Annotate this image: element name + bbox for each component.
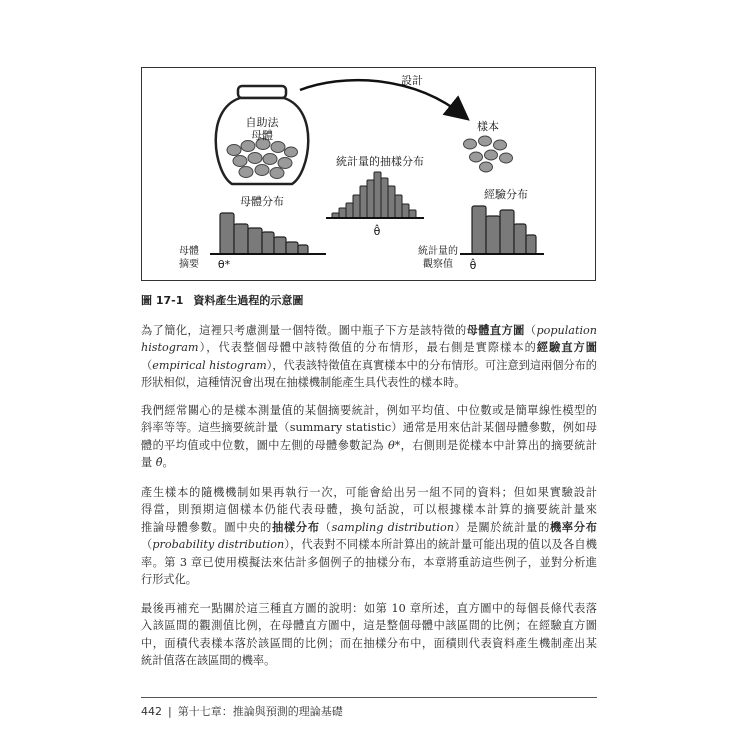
text-run: 入該區間的觀測值比例，在母體直方圖中，這是整個母體中該區間的比例；在經驗直方圖 <box>141 619 597 633</box>
text-run: （ <box>141 358 153 372</box>
text-run: （ <box>319 520 332 534</box>
paragraph-line <box>141 322 597 339</box>
italic-term: θ* <box>387 438 401 452</box>
figure-frame <box>141 67 596 281</box>
figure-caption-text: 資料產生過程的示意圖 <box>193 294 304 307</box>
figure-caption-number: 圖 17-1 <box>141 294 184 307</box>
population-histogram <box>220 213 308 254</box>
text-run: ，右側則是從樣本中計算出的摘要統計 <box>400 438 597 452</box>
paragraph-line <box>141 374 597 391</box>
jar-label-line1: 自助法 <box>245 116 279 129</box>
paragraph-line <box>141 635 597 652</box>
text-run: 為了簡化，這裡只考慮測量一個特徵。圖中瓶子下方是該特徵的 <box>141 324 467 337</box>
bold-term: 母體直方圖 <box>466 323 525 337</box>
text-run: （ <box>524 324 537 337</box>
text-run: 體的平均值或中位數，圖中左側的母體參數記為 <box>141 438 388 452</box>
design-label: 設計 <box>401 74 423 87</box>
text-run: 形狀相似，這種情況會出現在抽樣機制能產生具代表性的樣本時。 <box>141 376 466 390</box>
paragraph-line <box>141 600 597 617</box>
text-run: 行形式化。 <box>141 573 197 587</box>
text-run: 得當，則預期這個樣本仍能代表母體，換句話說，可以根據樣本計算的摘要統計量來 <box>141 503 597 517</box>
footer-separator: | <box>168 705 172 718</box>
text-run: 最後再補充一點關於這三種直方圖的說明：如第 10 章所述，直方圖中的每個長條代表落 <box>141 602 597 615</box>
bold-term: 抽樣分布 <box>272 519 320 534</box>
paragraph-line <box>141 652 597 669</box>
jar-label-line2: 母體 <box>251 129 273 142</box>
paragraph-3 <box>141 484 597 588</box>
text-run: ），代表對不同樣本所計算出的統計量可能出現的值以及各自機 <box>284 538 597 552</box>
paragraph-line <box>141 501 597 518</box>
bold-term: 機率分布 <box>550 519 597 534</box>
text-run: 。 <box>162 456 174 470</box>
paragraph-line <box>141 536 597 553</box>
data-generation-diagram <box>142 68 597 282</box>
population-summary-line1: 母體 <box>179 246 199 257</box>
sample-label: 樣本 <box>477 120 499 133</box>
text-run: 統計值落在該區間的機率。 <box>141 654 276 668</box>
empirical-theta-hat-label: θ̂ <box>469 259 477 272</box>
paragraph-line <box>141 419 597 436</box>
text-run: 中，面積代表樣本落於該區間的比例；而在抽樣分布中，面積則代表資料產生機制產出某 <box>141 636 597 650</box>
paragraph-line <box>141 617 597 634</box>
chapter-title: 第十七章：推論與預測的理論基礎 <box>177 705 343 718</box>
italic-term: empirical histogram <box>152 358 267 372</box>
paragraph-line <box>141 571 597 588</box>
figure-caption <box>141 292 303 308</box>
sampling-histogram <box>332 172 416 218</box>
paragraph-line <box>141 519 597 536</box>
italic-term: sampling distribution <box>331 520 454 534</box>
paragraph-line <box>141 357 597 374</box>
footer-rule <box>141 697 597 698</box>
paragraph-line <box>141 402 597 419</box>
paragraph-line <box>141 454 597 471</box>
sampling-theta-hat-label: θ̂ <box>373 225 381 238</box>
text-run: ），代表該特徵值在真實樣本中的分布情形。可注意到這兩個分布的 <box>266 358 597 372</box>
paragraph-line <box>141 339 597 356</box>
paragraph-2 <box>141 402 597 472</box>
theta-star-label: θ* <box>217 258 231 271</box>
italic-term: histogram <box>141 341 199 355</box>
bold-term: 經驗直方圖 <box>536 340 597 355</box>
page-footer <box>141 703 343 719</box>
text-run: ）是關於統計量的 <box>453 520 551 534</box>
paragraph-line <box>141 554 597 571</box>
text-run: 推論母體參數。圖中央的 <box>141 520 273 534</box>
italic-term: θ̂ <box>155 456 163 470</box>
text-run: （ <box>141 538 153 552</box>
text-run: 斜率等等。這些摘要統計量（summary statistic）通常是用來估計某個母體參數，例如母 <box>141 421 597 435</box>
text-run: ），代表整個母體中該特徵值的分布情形，最右側是實際樣本的 <box>198 341 537 355</box>
observed-stat-line1: 統計量的 <box>418 246 458 257</box>
text-run: 量 <box>141 456 156 470</box>
sampling-distribution-label: 統計量的抽樣分布 <box>336 155 424 168</box>
italic-term: population <box>536 324 597 337</box>
text-run: 率。第 3 章已使用模擬法來估計多個例子的抽樣分布，本章將重訪這些例子，並對分析進 <box>141 555 597 569</box>
population-distribution-label: 母體分布 <box>240 195 284 208</box>
population-summary-line2: 摘要 <box>179 259 199 270</box>
jar-icon <box>216 86 309 184</box>
sample-stones <box>464 136 513 172</box>
text-run: 產生樣本的隨機機制如果再執行一次，可能會給出另一組不同的資料；但如果實驗設計 <box>141 486 597 499</box>
empirical-distribution-label: 經驗分布 <box>484 188 528 201</box>
italic-term: probability distribution <box>152 538 285 552</box>
paragraph-line <box>141 484 597 501</box>
design-arrow <box>300 80 464 116</box>
paragraph-1 <box>141 322 597 392</box>
empirical-histogram <box>472 206 536 254</box>
text-run: 我們經常關心的是樣本測量值的某個摘要統計，例如平均值、中位數或是簡單線性模型的 <box>141 404 597 417</box>
paragraph-4 <box>141 600 597 670</box>
paragraph-line <box>141 437 597 454</box>
observed-stat-line2: 觀察值 <box>423 259 453 270</box>
page-number: 442 <box>141 705 162 718</box>
